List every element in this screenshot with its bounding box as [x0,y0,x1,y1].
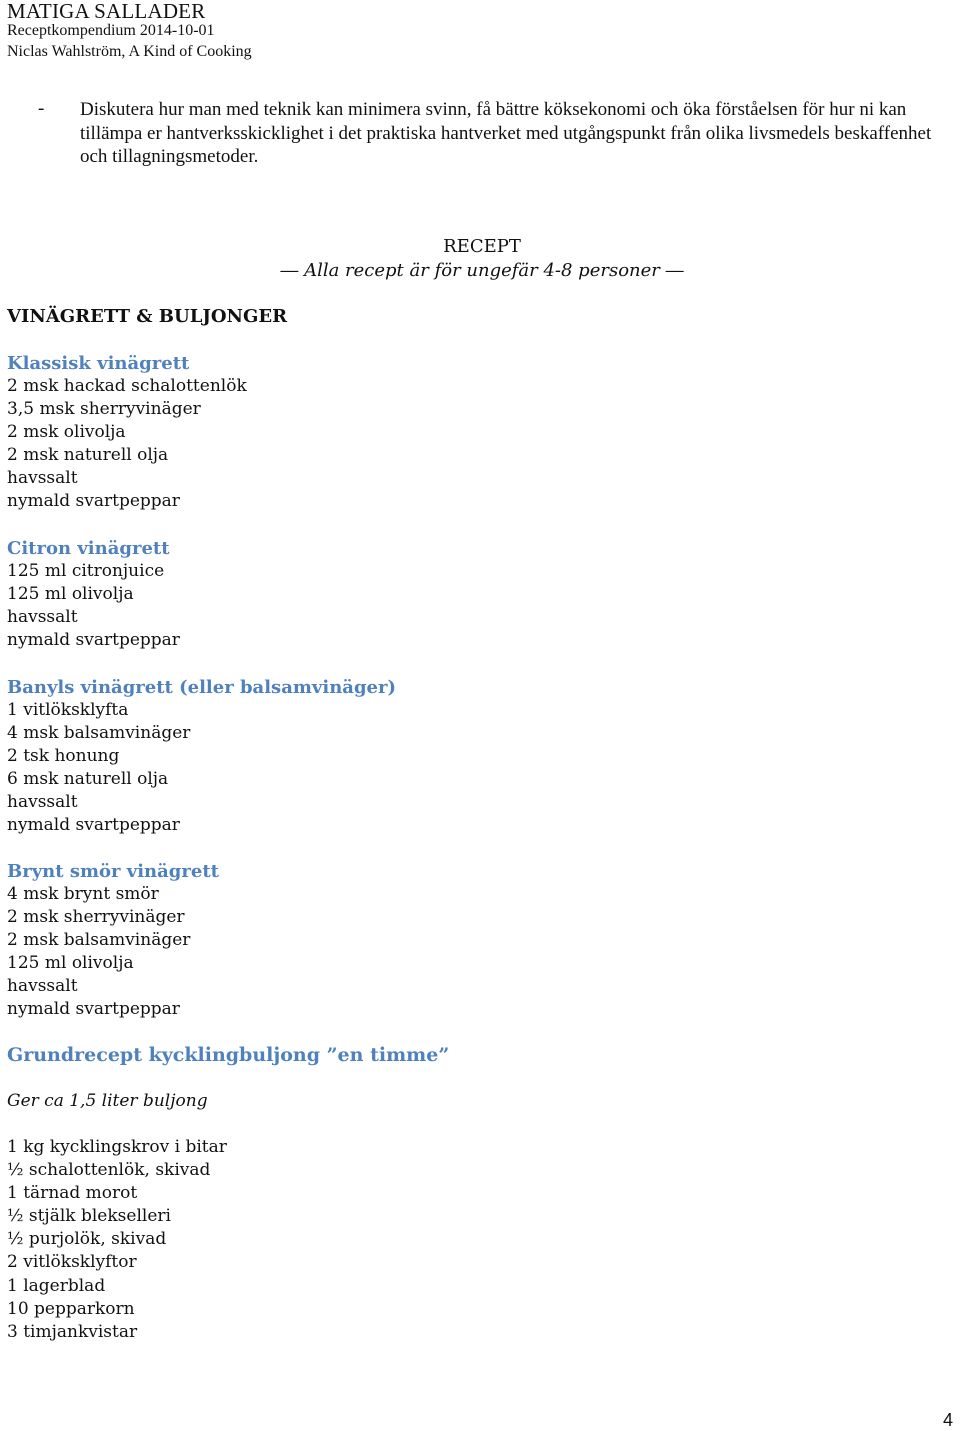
ingredient: 2 vitlöksklyftor [7,1252,137,1273]
recipe-citron-vinagrett [7,537,180,652]
ingredient: nymald svartpeppar [7,491,180,512]
ingredient: havssalt [7,976,78,997]
ingredient: havssalt [7,468,78,489]
ingredient: 3,5 msk sherryvinäger [7,399,201,420]
bullet-dash: - [38,98,45,119]
ingredient: havssalt [7,792,78,813]
section-title: VINÄGRETT & BULJONGER [7,306,288,327]
recipe-kycklingbuljong [7,1044,449,1344]
ingredient: 4 msk balsamvinäger [7,723,191,744]
document-subtitle: Receptkompendium 2014-10-01 [7,22,215,39]
recipe-title: Banyls vinägrett (eller balsamvinäger) [7,677,396,698]
ingredient: 1 kg kycklingskrov i bitar [7,1137,227,1157]
ingredient: 1 vitlöksklyfta [7,700,129,720]
document-title: MATIGA SALLADER [7,0,206,23]
ingredient: 2 msk balsamvinäger [7,930,191,951]
ingredient: 10 pepparkorn [7,1298,135,1319]
ingredient: havssalt [7,607,78,628]
ingredient: 2 msk olivolja [7,422,126,443]
ingredient: 125 ml olivolja [7,953,134,974]
ingredient: 1 lagerblad [7,1275,106,1296]
recipe-yield: Ger ca 1,5 liter buljong [7,1091,208,1111]
recipe-title: Klassisk vinägrett [7,353,190,374]
recipe-title: Brynt smör vinägrett [7,861,219,882]
ingredient: 2 msk naturell olja [7,445,169,466]
recipe-banyls-vinagrett [7,676,396,838]
bullet-text: Diskutera hur man med teknik kan minimera svinn, få bättre köksekonomi och öka förståelsen för hur ni kan tillämpa er hantverksskicklighet i det praktiska hantverket med utgångspunkt från olika livsmedels beskaffenhet och tillagningsmetoder. [80,99,932,167]
ingredient: ½ stjälk blekselleri [7,1206,171,1227]
ingredient: 6 msk naturell olja [7,769,169,790]
page-number: 4 [942,1410,953,1430]
ingredient: 2 msk sherryvinäger [7,907,185,928]
ingredient: ½ schalottenlök, skivad [7,1160,211,1181]
ingredient: 125 ml olivolja [7,584,134,605]
recept-subheading: ― Alla recept är för ungefär 4-8 personer ― [280,260,684,281]
ingredient: nymald svartpeppar [7,999,180,1020]
ingredient: nymald svartpeppar [7,630,180,651]
document-author: Niclas Wahlström, A Kind of Cooking [7,43,252,60]
ingredient: 3 timjankvistar [7,1321,138,1342]
recept-heading: RECEPT [443,236,521,257]
ingredient: nymald svartpeppar [7,815,180,836]
recipe-brynt-smor-vinagrett [7,860,219,1022]
ingredient: 2 msk hackad schalottenlök [7,376,247,396]
recipe-title: Citron vinägrett [7,538,170,559]
recipe-klassisk-vinagrett [7,352,247,514]
ingredient: ½ purjolök, skivad [7,1229,167,1250]
ingredient: 4 msk brynt smör [7,884,159,904]
ingredient: 1 tärnad morot [7,1183,138,1204]
ingredient: 2 tsk honung [7,746,120,767]
recipe-title: Grundrecept kycklingbuljong ”en timme” [7,1044,450,1066]
ingredient: 125 ml citronjuice [7,561,165,581]
